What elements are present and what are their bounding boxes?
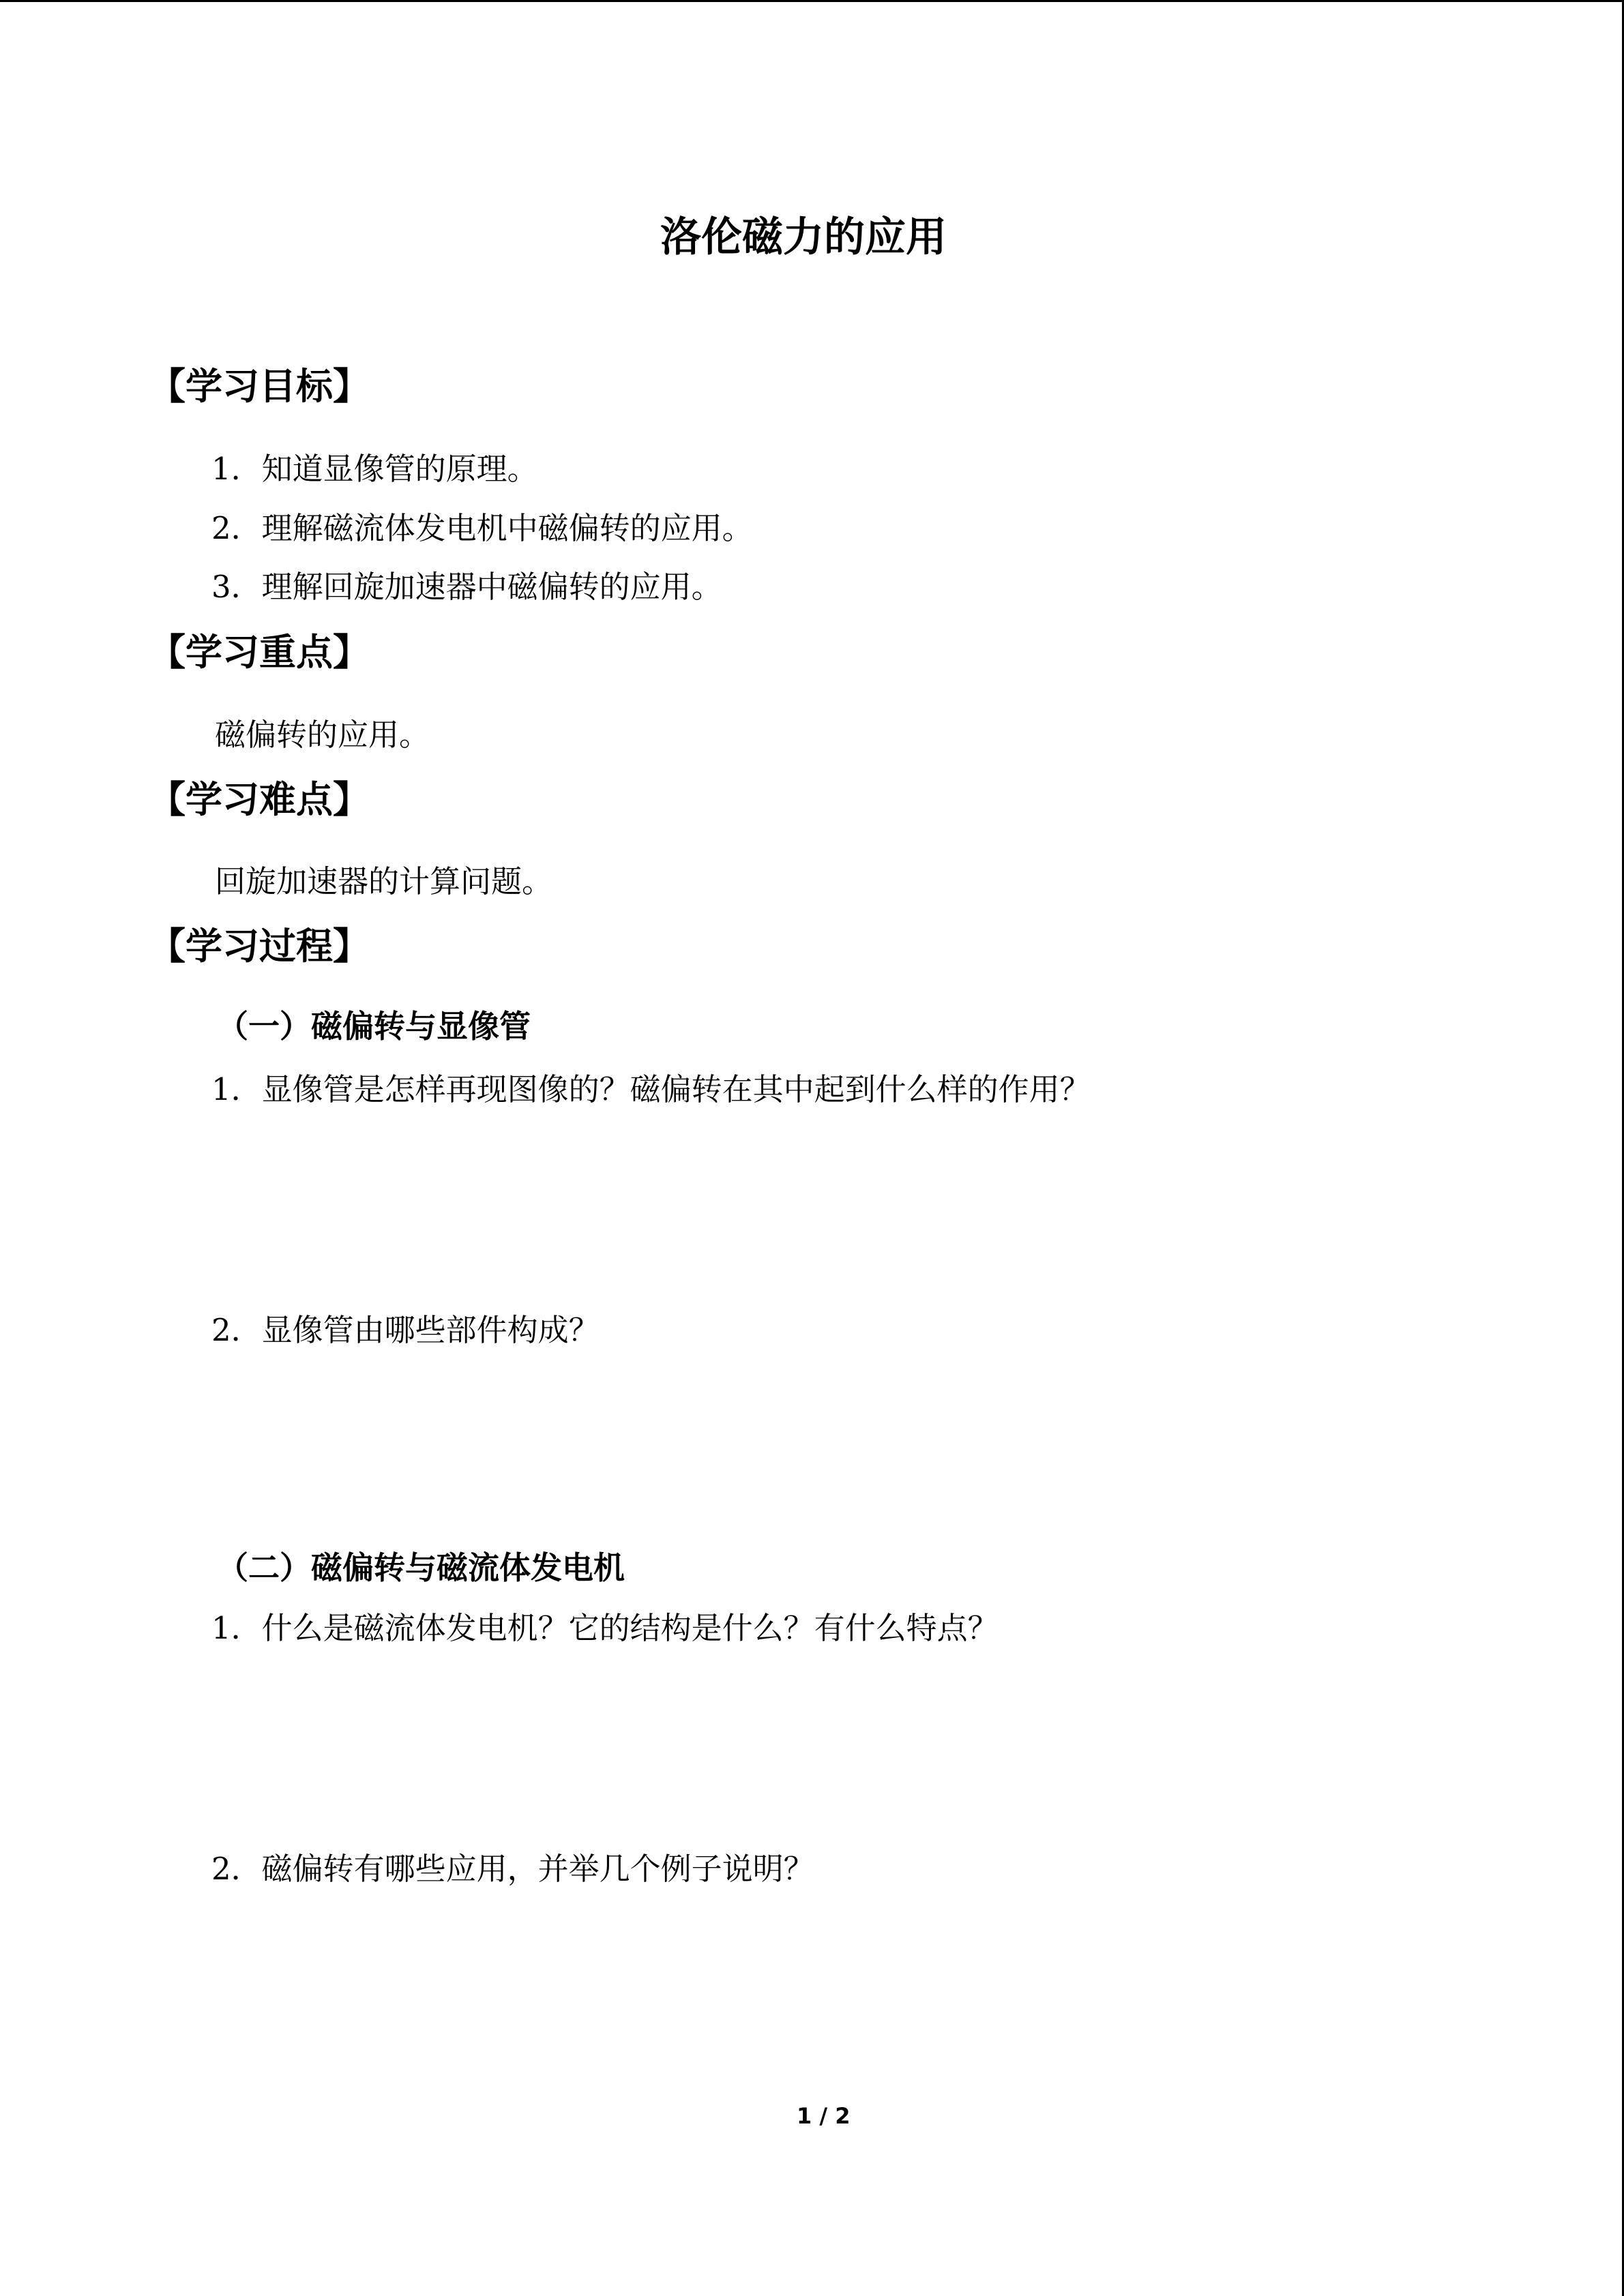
- difficulties-heading: 【学习难点】: [149, 778, 370, 821]
- key-points-heading: 【学习重点】: [149, 631, 370, 674]
- difficulties-text: 回旋加速器的计算问题。: [215, 863, 553, 899]
- section-1-question-1: 1．显像管是怎样再现图像的？磁偏转在其中起到什么样的作用？: [211, 1071, 1091, 1107]
- page-title: 洛伦磁力的应用: [660, 213, 947, 261]
- section-1-title: （一）磁偏转与显像管: [217, 1008, 531, 1045]
- section-2-title: （二）磁偏转与磁流体发电机: [217, 1549, 625, 1586]
- page-number: 1 / 2: [797, 2103, 851, 2129]
- section-1-question-2: 2．显像管由哪些部件构成？: [211, 1312, 600, 1348]
- key-points-text: 磁偏转的应用。: [215, 717, 430, 753]
- section-2-question-2: 2．磁偏转有哪些应用，并举几个例子说明？: [211, 1851, 814, 1887]
- page-border-top: [0, 0, 1624, 2]
- objective-item-1: 1．知道显像管的原理。: [211, 451, 538, 487]
- objective-item-2: 2．理解磁流体发电机中磁偏转的应用。: [211, 510, 753, 546]
- section-2-question-1: 1．什么是磁流体发电机？它的结构是什么？有什么特点？: [211, 1610, 999, 1646]
- objectives-heading: 【学习目标】: [149, 365, 370, 408]
- objective-item-3: 3．理解回旋加速器中磁偏转的应用。: [211, 569, 722, 605]
- process-heading: 【学习过程】: [149, 925, 370, 968]
